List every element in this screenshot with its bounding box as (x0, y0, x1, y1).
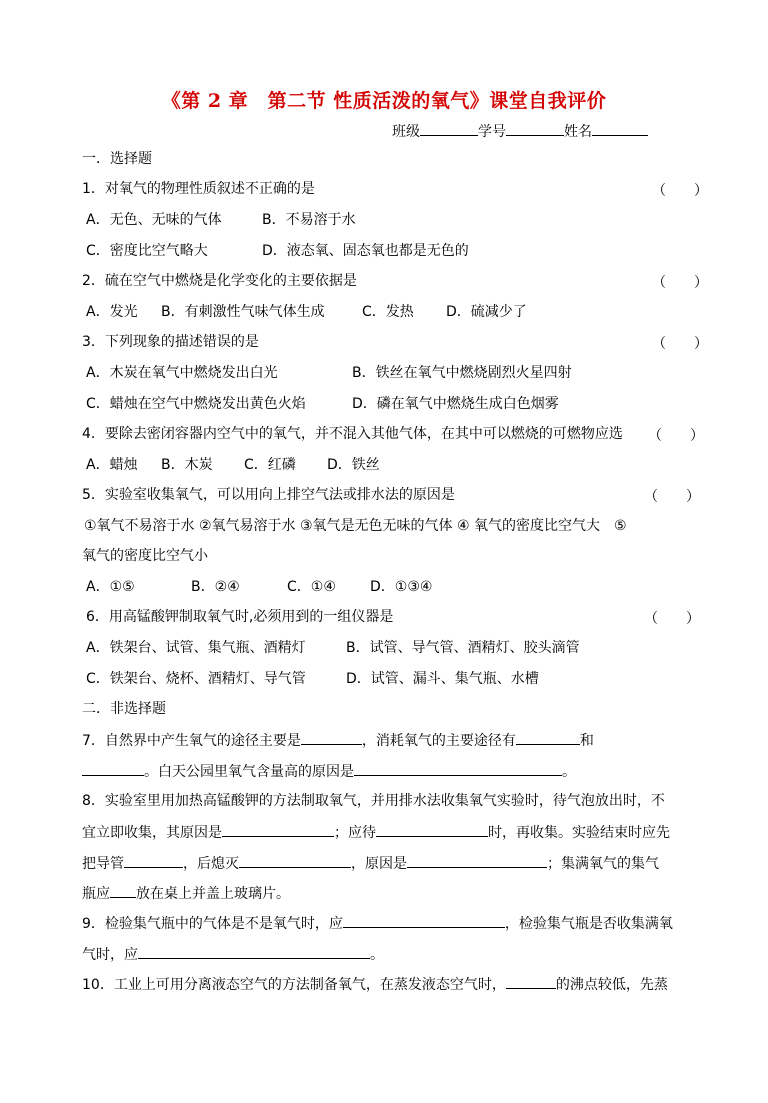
question-1-option-d: D．液态氧、固态氧也都是无色的 (262, 243, 469, 259)
question-9-text-2: ，检验集气瓶是否收集满氧 (504, 916, 673, 932)
question-9-text-1: 9．检验集气瓶中的气体是不是氧气时，应 (82, 916, 343, 932)
question-6-option-a: A．铁架台、试管、集气瓶、酒精灯 (86, 640, 306, 656)
question-7-text-1: 7．自然界中产生氧气的途径主要是 (82, 733, 301, 749)
question-10-line-1 (82, 975, 668, 994)
question-10-text-2: 的沸点较低，先蒸 (555, 977, 668, 993)
question-2-answer-bracket[interactable]: （ ） (652, 275, 708, 291)
q8-blank-2[interactable] (376, 823, 488, 837)
question-1-stem: 1．对氧气的物理性质叙述不正确的是 (82, 181, 315, 197)
question-9-line-1 (82, 914, 673, 933)
name-label: 姓名 (564, 124, 592, 140)
question-2-option-a: A．发光 (86, 304, 138, 320)
question-6-stem: 6．用高锰酸钾制取氧气时,必须用到的一组仪器是 (86, 609, 394, 625)
question-3-option-a: A．木炭在氧气中燃烧发出白光 (86, 365, 278, 381)
q8-blank-6[interactable] (110, 884, 136, 898)
question-5-option-b: B．②④ (191, 579, 240, 595)
section-heading-non-choice: 二．非选择题 (82, 701, 166, 717)
question-5-answer-bracket[interactable]: （ ） (644, 489, 700, 505)
q9-blank-1[interactable] (343, 914, 505, 928)
question-1-option-b: B．不易溶于水 (262, 212, 356, 228)
question-8-text-7: ，原因是 (351, 856, 407, 872)
q10-blank-1[interactable] (506, 975, 556, 989)
question-6-answer-bracket[interactable]: （ ） (644, 611, 700, 627)
question-8-text-10: 放在桌上并盖上玻璃片。 (136, 886, 290, 902)
question-8-line-2 (82, 823, 670, 842)
question-2-option-b: B．有刺激性气味气体生成 (161, 304, 325, 320)
question-4-option-c: C．红磷 (244, 457, 296, 473)
question-7-text-2: ，消耗氧气的主要途径有 (361, 733, 516, 749)
question-8-text-6: ，后熄灭 (183, 856, 239, 872)
question-7-line-1 (82, 731, 594, 750)
question-2-option-d: D．硫减少了 (446, 304, 527, 320)
question-4-answer-bracket[interactable]: （ ） (648, 428, 704, 444)
q8-blank-3[interactable] (124, 854, 183, 868)
question-8-text-5: 把导管 (82, 856, 124, 872)
question-3-answer-bracket[interactable]: （ ） (652, 336, 708, 352)
number-label: 学号 (478, 124, 506, 140)
question-6-option-c: C．铁架台、烧杯、酒精灯、导气管 (86, 671, 306, 687)
question-6-option-d: D．试管、漏斗、集气瓶、水槽 (346, 671, 539, 687)
question-7-text-3: 和 (579, 733, 594, 749)
question-4-option-a: A．蜡烛 (86, 457, 138, 473)
question-9-line-2 (82, 945, 384, 964)
question-1-option-a: A．无色、无味的气体 (86, 212, 222, 228)
question-8-line-3 (82, 854, 659, 873)
q7-blank-2[interactable] (516, 731, 580, 745)
section-heading-choice: 一．选择题 (82, 151, 152, 167)
question-3-option-d: D．磷在氧气中燃烧生成白色烟雾 (352, 396, 559, 412)
question-9-text-3: 气时，应 (82, 947, 138, 963)
question-8-line-4 (82, 884, 290, 903)
number-blank[interactable] (506, 121, 564, 136)
q8-blank-1[interactable] (222, 823, 334, 837)
question-5-option-a: A．①⑤ (86, 579, 135, 595)
question-8-text-8: ；集满氧气的集气 (547, 856, 659, 872)
question-4-option-b: B．木炭 (161, 457, 213, 473)
question-3-option-b: B．铁丝在氧气中燃烧剧烈火星四射 (352, 365, 572, 381)
question-3-stem: 3．下列现象的描述错误的是 (82, 334, 259, 350)
question-10-text-1: 10．工业上可用分离液态空气的方法制备氧气，在蒸发液态空气时， (82, 977, 506, 993)
question-3-option-c: C．蜡烛在空气中燃烧发出黄色火焰 (86, 396, 306, 412)
question-8-text-3: ；应待 (334, 825, 376, 841)
page-title: 《第 2 章 第二节 性质活泼的氧气》课堂自我评价 (161, 90, 607, 112)
question-6-option-b: B．试管、导气管、酒精灯、胶头滴管 (346, 640, 580, 656)
q7-blank-3[interactable] (82, 762, 144, 776)
name-blank[interactable] (592, 121, 648, 136)
q7-blank-4[interactable] (354, 762, 562, 776)
question-5-stem: 5．实验室收集氧气，可以用向上排空气法或排水法的原因是 (82, 487, 455, 503)
question-5-statements-line-2: 氧气的密度比空气小 (82, 548, 208, 564)
class-blank[interactable] (420, 121, 478, 136)
q7-blank-1[interactable] (301, 731, 362, 745)
question-7-line-2 (82, 762, 576, 781)
question-4-stem: 4．要除去密闭容器内空气中的氧气，并不混入其他气体，在其中可以燃烧的可燃物应选 (82, 426, 623, 442)
q8-blank-5[interactable] (407, 854, 547, 868)
student-info (392, 121, 648, 141)
question-1-option-c: C．密度比空气略大 (86, 243, 208, 259)
question-7-text-5: 。 (562, 764, 576, 780)
question-8-text-4: 时，再收集。实验结束时应先 (488, 825, 670, 841)
class-label: 班级 (392, 124, 420, 140)
question-7-text-4: 。白天公园里氧气含量高的原因是 (144, 764, 354, 780)
question-4-option-d: D．铁丝 (327, 457, 380, 473)
question-5-option-d: D．①③④ (370, 579, 433, 595)
question-8-text-2: 宜立即收集，其原因是 (82, 825, 222, 841)
question-2-stem: 2．硫在空气中燃烧是化学变化的主要依据是 (82, 273, 357, 289)
question-5-statements-line-1: ①氧气不易溶于水 ②氧气易溶于水 ③氧气是无色无味的气体 ④ 氧气的密度比空气大 ⑤ (84, 518, 627, 534)
question-8-line-1: 8．实验室里用加热高锰酸钾的方法制取氧气，并用排水法收集氧气实验时，待气泡放出时，不 (82, 793, 665, 809)
question-2-option-c: C．发热 (362, 304, 414, 320)
q9-blank-2[interactable] (138, 945, 370, 959)
question-5-option-c: C．①④ (287, 579, 336, 595)
question-1-answer-bracket[interactable]: （ ） (652, 183, 708, 199)
question-8-text-9: 瓶应 (82, 886, 110, 902)
q8-blank-4[interactable] (239, 854, 351, 868)
question-9-text-4: 。 (370, 947, 384, 963)
